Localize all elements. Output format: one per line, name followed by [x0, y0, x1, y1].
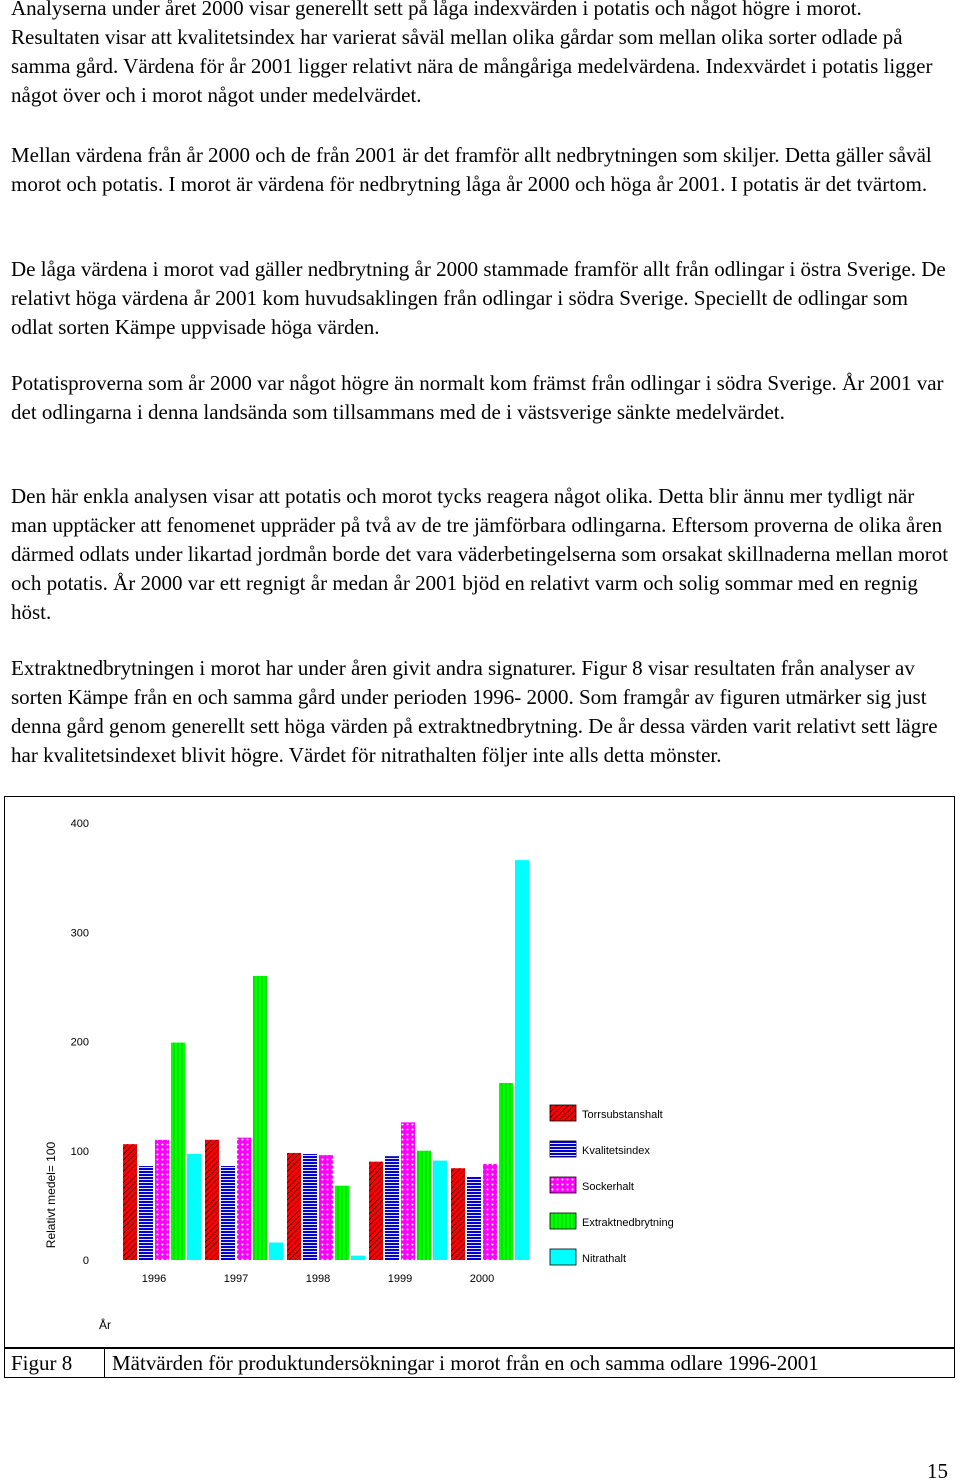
page-number: 15 [927, 1459, 948, 1483]
y-tick-label: 200 [70, 1036, 89, 1049]
bar [187, 1154, 201, 1260]
x-tick-label: 1998 [305, 1273, 331, 1285]
x-tick-label: 1999 [387, 1273, 413, 1285]
legend-label: Kvalitetsindex [582, 1145, 650, 1157]
bar-pattern [205, 1140, 219, 1260]
legend-label: Extraktnedbrytning [582, 1217, 674, 1229]
legend-swatch-pattern [550, 1177, 576, 1193]
y-tick-label: 300 [70, 927, 89, 940]
bar-pattern [237, 1138, 251, 1260]
chart-legend [550, 1105, 674, 1265]
bar-pattern [369, 1162, 383, 1260]
caption-label: Figur 8 [5, 1349, 105, 1377]
bar-pattern [123, 1144, 137, 1260]
legend-label: Sockerhalt [582, 1181, 634, 1193]
x-axis-label: År [99, 1318, 111, 1332]
bar [515, 860, 529, 1260]
bar [433, 1161, 447, 1260]
legend-swatch-pattern [550, 1105, 576, 1121]
caption-text: Mätvärden för produktundersökningar i morot från en och samma odlare 1996-2001 [112, 1351, 819, 1375]
bar-pattern [253, 976, 267, 1260]
bar [269, 1243, 283, 1260]
bar-pattern [303, 1154, 317, 1260]
bar-pattern [467, 1177, 481, 1260]
y-tick-label: 400 [70, 818, 89, 830]
figure-frame [4, 796, 955, 1348]
x-tick-label: 1996 [141, 1273, 167, 1285]
paragraph-1: Analyserna under året 2000 visar generellt sett på låga indexvärden i potatis och något högre i morot. Resultaten visar att kvalitetsindex har varierat såväl mellan olika gårdar som mellan olika sorter odlade på samma gård. Värdena för år 2001 ligger relativt nära de mångåriga medelvärdena. Indexvärdet i potatis ligger något över och i morot något under medelvärdet. [11, 0, 933, 107]
paragraph-4: Potatisproverna som år 2000 var något högre än normalt kom främst från odlingar i södra Sverige. År 2001 var det odlingarna i denna landsända som tillsammans med de i västsverige sänkte medelvärdet. [11, 371, 944, 424]
figure-caption [4, 1348, 955, 1378]
y-axis-label: Relativt medel= 100 [44, 1141, 58, 1249]
bar-pattern [451, 1168, 465, 1260]
chart-bars [123, 860, 529, 1260]
paragraph-5: Den här enkla analysen visar att potatis och morot tycks reagera något olika. Detta blir ännu mer tydligt när man upptäcker att fenomenet uppräder på två av de tre jämförbara odlingarna. Eftersom proverna de olika åren därmed odlats under likartad jordmån borde det vara väderbetingelserna som orsakat skillnaderna mellan morot och potatis. År 2000 var ett regnigt år medan år 2001 bjöd en relativt varm och solig sommar med en regnig höst. [11, 484, 949, 624]
paragraph-3: De låga värdena i morot vad gäller nedbrytning år 2000 stammade framför allt från odlingar i östra Sverige. De relativt höga värdena år 2001 kom huvudsaklingen från odlingar i södra Sverige. Speciellt de odlingar som odlat sorten Kämpe uppvisade höga värden. [11, 257, 946, 339]
paragraph-2: Mellan värdena från år 2000 och de från 2001 är det framför allt nedbrytningen som skiljer. Detta gäller såväl morot och potatis. I morot är värdena för nedbrytning låga år 2000 och höga år 2001. I potatis är det tvärtom. [11, 143, 932, 196]
bar-pattern [483, 1164, 497, 1260]
paragraph-6: Extraktnedbrytningen i morot har under åren givit andra signaturer. Figur 8 visar resultaten från analyser av sorten Kämpe från en och samma gård under perioden 1996- 2000. Som framgår av figuren utmärker sig just denna gård genom generellt sett höga värden på extraktnedbrytning. De år dessa värden varit relativt sett lägre har kvalitetsindexet blivit högre. Värdet för nitrathalten följer inte alls detta mönster. [11, 656, 938, 767]
bar-pattern [499, 1083, 513, 1260]
legend-swatch-pattern [550, 1213, 576, 1229]
bar-pattern [319, 1155, 333, 1260]
legend-swatch [550, 1249, 576, 1265]
x-tick-label: 1997 [223, 1273, 249, 1285]
bar [351, 1256, 365, 1260]
legend-label: Nitrathalt [582, 1253, 627, 1265]
bar-pattern [287, 1153, 301, 1260]
bar-pattern [417, 1151, 431, 1260]
legend-swatch-pattern [550, 1141, 576, 1157]
legend-label: Torrsubstanshalt [582, 1109, 663, 1121]
bar-pattern [385, 1156, 399, 1260]
bar-pattern [171, 1043, 185, 1260]
bar-pattern [335, 1186, 349, 1260]
bar-pattern [401, 1122, 415, 1260]
bar-pattern [155, 1140, 169, 1260]
bar-pattern [139, 1166, 153, 1260]
bar-pattern [221, 1166, 235, 1260]
x-tick-label: 2000 [469, 1273, 495, 1285]
y-tick-label: 0 [82, 1255, 89, 1267]
y-tick-label: 100 [70, 1145, 89, 1158]
bar-chart [5, 797, 954, 1347]
